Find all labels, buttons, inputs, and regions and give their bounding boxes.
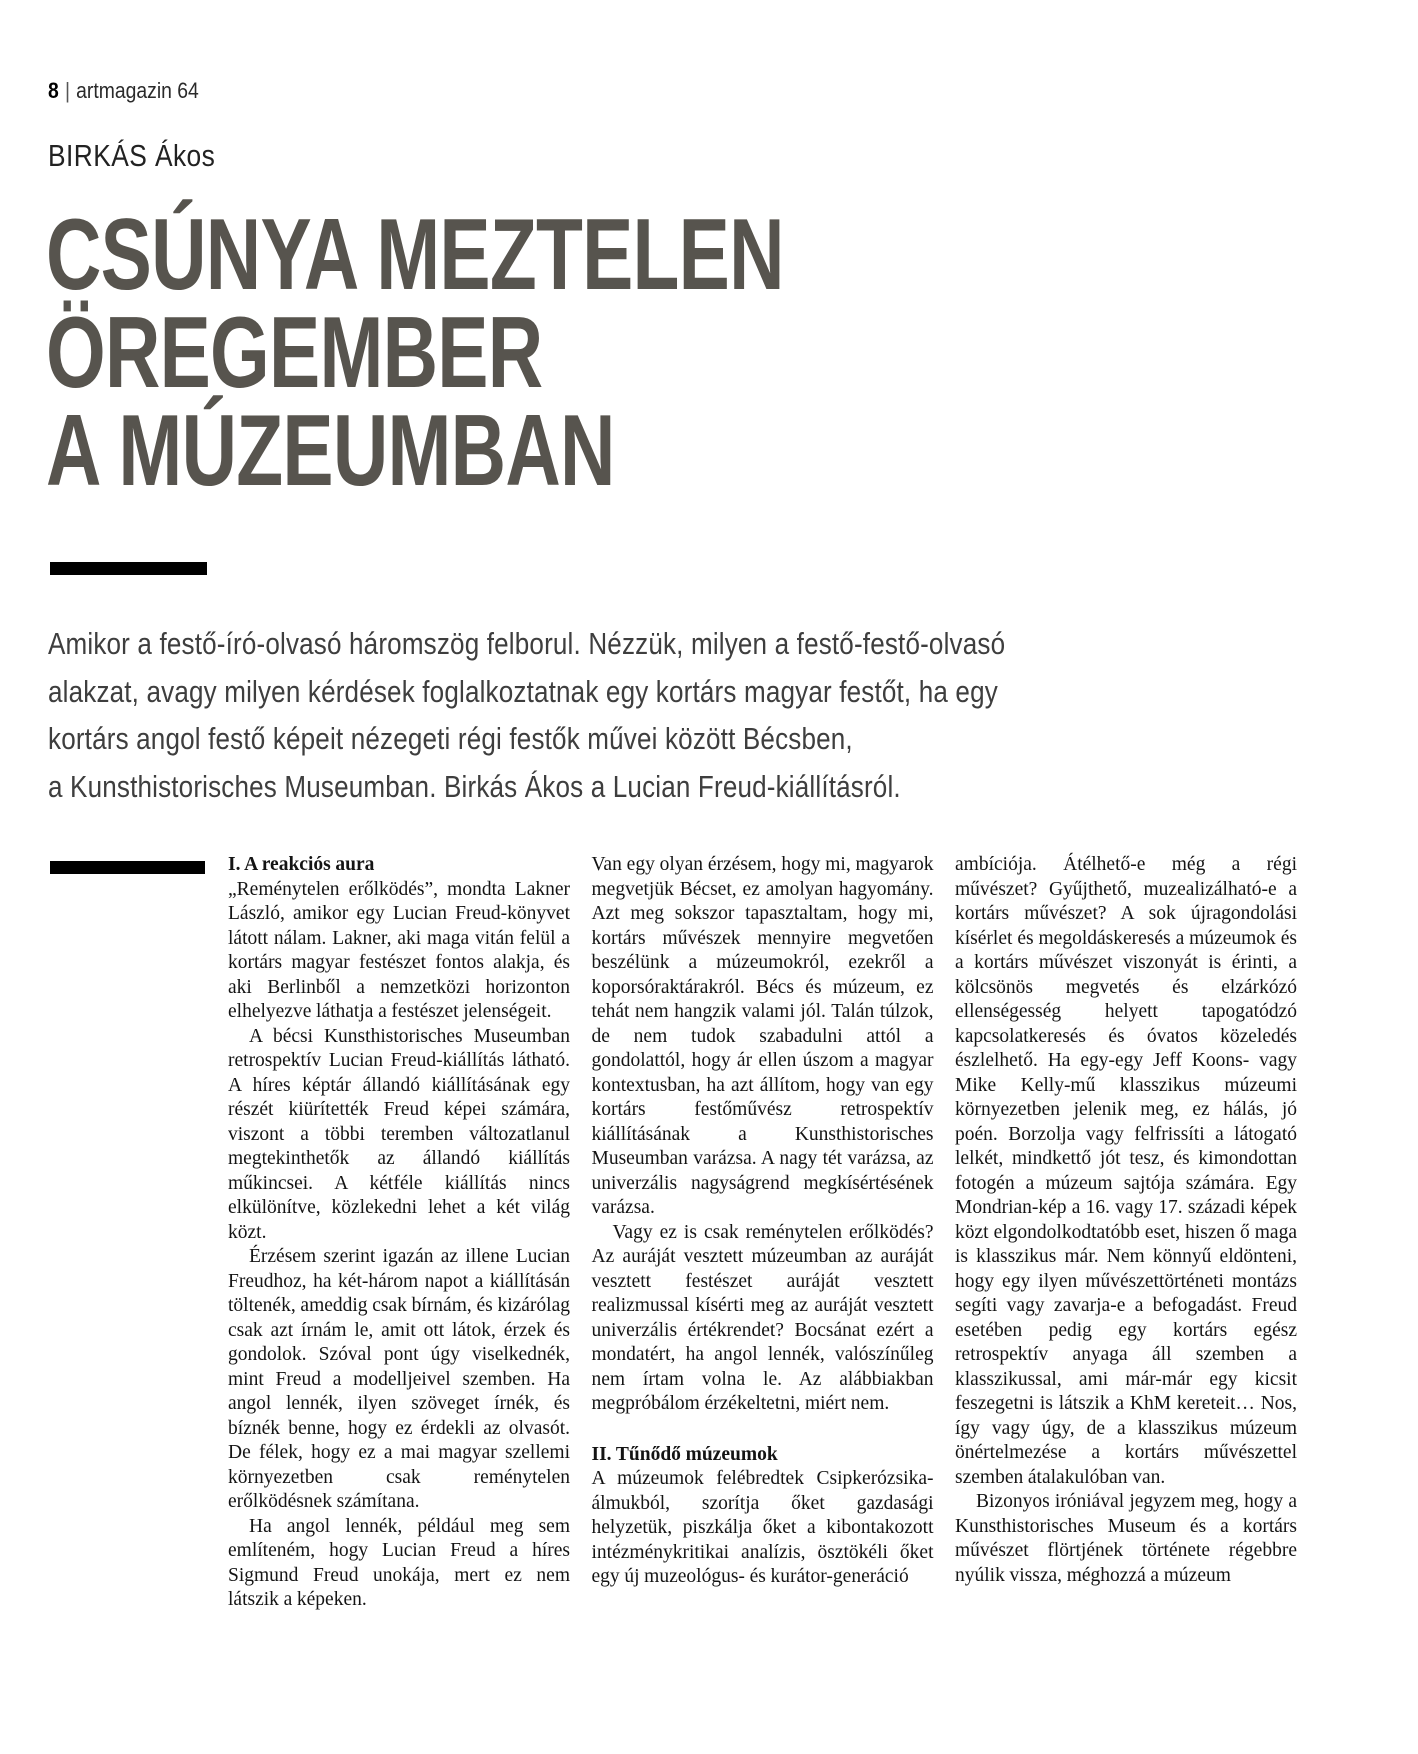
article-column-1 (228, 853, 570, 1613)
author-line (48, 138, 245, 174)
lead-paragraph (48, 620, 1188, 810)
article-columns (228, 853, 1297, 1613)
paragraph: Érzésem szerint igazán az illene Lucian Freudhoz, ha két-három napot a kiállításán töltenék, ameddig csak bírnám, és kizárólag csak azt írnám le, amit ott látok, érzek és gondolok. Szóval pont úgy viselkednék, mint Freud a modelljeivel szemben. Ha angol lennék, ilyen szöveget írnék, és bíznék benne, hogy ez érdekli az olvasót. De félek, hogy ez a mai magyar szellemi környezetben csak reménytelen erőlködésnek számítana. (228, 1246, 570, 1512)
article-column-2 (592, 853, 934, 1613)
section-heading: II. Tűnődő múzeumok (591, 1443, 778, 1465)
paragraph: A bécsi Kunsthistorisches Museumban retrospektív Lucian Freud-kiállítás látható. A híres képtár állandó kiállításának egy részét kiürítették Freud képei számára, viszont a többi teremben változatlanul megtekinthetők az állandó kiállítás műkincsei. A kétféle kiállítás nincs elkülönítve, közlekedni lehet a két világ közt. (228, 1025, 570, 1243)
paragraph: „Reménytelen erőlködés”, mondta Lakner László, amikor egy Lucian Freud-könyvet látott nálam. Lakner, aki maga vitán felül a kortárs magyar festészet fontos alakja, és aki Berlinből a nemzetközi horizonton elhelyezve láthatja a festészet jelenségeit. (228, 878, 570, 1022)
paragraph: Van egy olyan érzésem, hogy mi, magyarok megvetjük Bécset, ez amolyan hagyomány. Azt meg sokszor tapasztaltam, hogy mi, kortárs művészek mennyire megvetően beszélünk a múzeumokról, ezekről a koporsóraktárakról. Bécs és múzeum, ez tehát nem hangzik valami jól. Talán túlzok, de nem tudok szabadulni attól a gondolattól, hogy ár ellen úszom a magyar kontextusban, ha azt állítom, hogy van egy kortárs festőművész retrospektív kiállításának a Kunsthistorisches Museumban varázsa. A nagy tét varázsa, az univerzális nagyságrend megkísértésének varázsa. (591, 854, 934, 1218)
header-separator: | (64, 78, 70, 103)
lead-line-1: Amikor a festő-író-olvasó háromszög felborul. Nézzük, milyen a festő-festő-olvasó (48, 626, 1006, 661)
page-number: 8 (48, 78, 59, 103)
author-name: BIRKÁS Ákos (48, 138, 216, 173)
page-header-text (48, 78, 199, 104)
paragraph: A múzeumok felébredtek Csipkerózsika-álmukból, szorítja őket gazdasági helyzetük, piszkálja őket a kibontakozott intézménykritikai analízis, ösztökéli őket egy új muzeológus- és kurátor-generáció (591, 1468, 934, 1587)
paragraph: Ha angol lennék, például meg sem említeném, hogy Lucian Freud a híres Sigmund Freud unokája, mert ez nem látszik a képeken. (228, 1515, 570, 1610)
title-rule-bar (50, 562, 207, 575)
title-line-2: ÖREGEMBER (46, 297, 543, 409)
paragraph: ambíciója. Átélhető-e még a régi művészet? Gyűjthető, muzealizálható-e a kortárs művészet? A sok újragondolási kísérlet és megoldáskeresés a múzeumok és a kortárs művészet viszonyát is érinti, a kölcsönös megvetés és elzárkózó ellenségesség helyett tapogatódzó kapcsolatkeresés és óvatos közeledés észlelhető. Ha egy-egy Jeff Koons- vagy Mike Kelly-mű klasszikus múzeumi környezetben jelenik meg, ez hálás, jó poén. Borzolja vagy felfrissíti a látogató lelkét, mindkettő jót tesz, és kimondottan fotogén a múzeum sajtója számára. Egy Mondrian-kép a 16. vagy 17. századi képek közt elgondolkodtatóbb eset, hiszen ő maga is klasszikus már. Nem könnyű eldönteni, hogy egy ilyen művészettörténeti montázs segíti vagy zavarja-e a befogadást. Freud esetében pedig egy kortárs egész retrospektív anyaga áll szemben a klasszikussal, ami már-már egy kicsit feszegetni is látszik a KhM kereteit… Nos, így vagy úgy, de a klasszikus múzeum önértelmezése a kortárs művészettel szemben átalakulóban van. (955, 854, 1297, 1488)
magazine-title: artmagazin 64 (76, 78, 199, 103)
article-title (46, 199, 1017, 507)
section-marker-bar (50, 861, 205, 874)
article-column-3 (955, 853, 1297, 1613)
title-line-1: CSÚNYA MEZTELEN (46, 199, 784, 311)
lead-line-4: a Kunsthistorisches Museumban. Birkás Ákos a Lucian Freud-kiállításról. (48, 768, 901, 804)
paragraph: Bizonyos iróniával jegyzem meg, hogy a Kunsthistorisches Museum és a kortárs művészet flörtjének története régebbre nyúlik vissza, méghozzá a múzeum (955, 1491, 1297, 1586)
paragraph: Vagy ez is csak reménytelen erőlködés? Az auráját vesztett múzeumban az auráját vesztett festészet auráját vesztett realizmussal kísérti meg az auráját vesztett univerzális értékrendet? Bocsánat ezért a mondatért, ha angol lennék, valószínűleg nem írtam volna le. Az alábbiakban megpróbálom érzékeltetni, miért nem. (591, 1221, 934, 1414)
section-heading: I. A reakciós aura (228, 854, 375, 875)
lead-line-3: kortárs angol festő képeit nézegeti régi festők művei között Bécsben, (48, 721, 853, 756)
title-line-3: A MÚZEUMBAN (46, 395, 615, 507)
page-header (48, 78, 219, 104)
lead-line-2: alakzat, avagy milyen kérdések foglalkoztatnak egy kortárs magyar festőt, ha egy (48, 673, 998, 709)
